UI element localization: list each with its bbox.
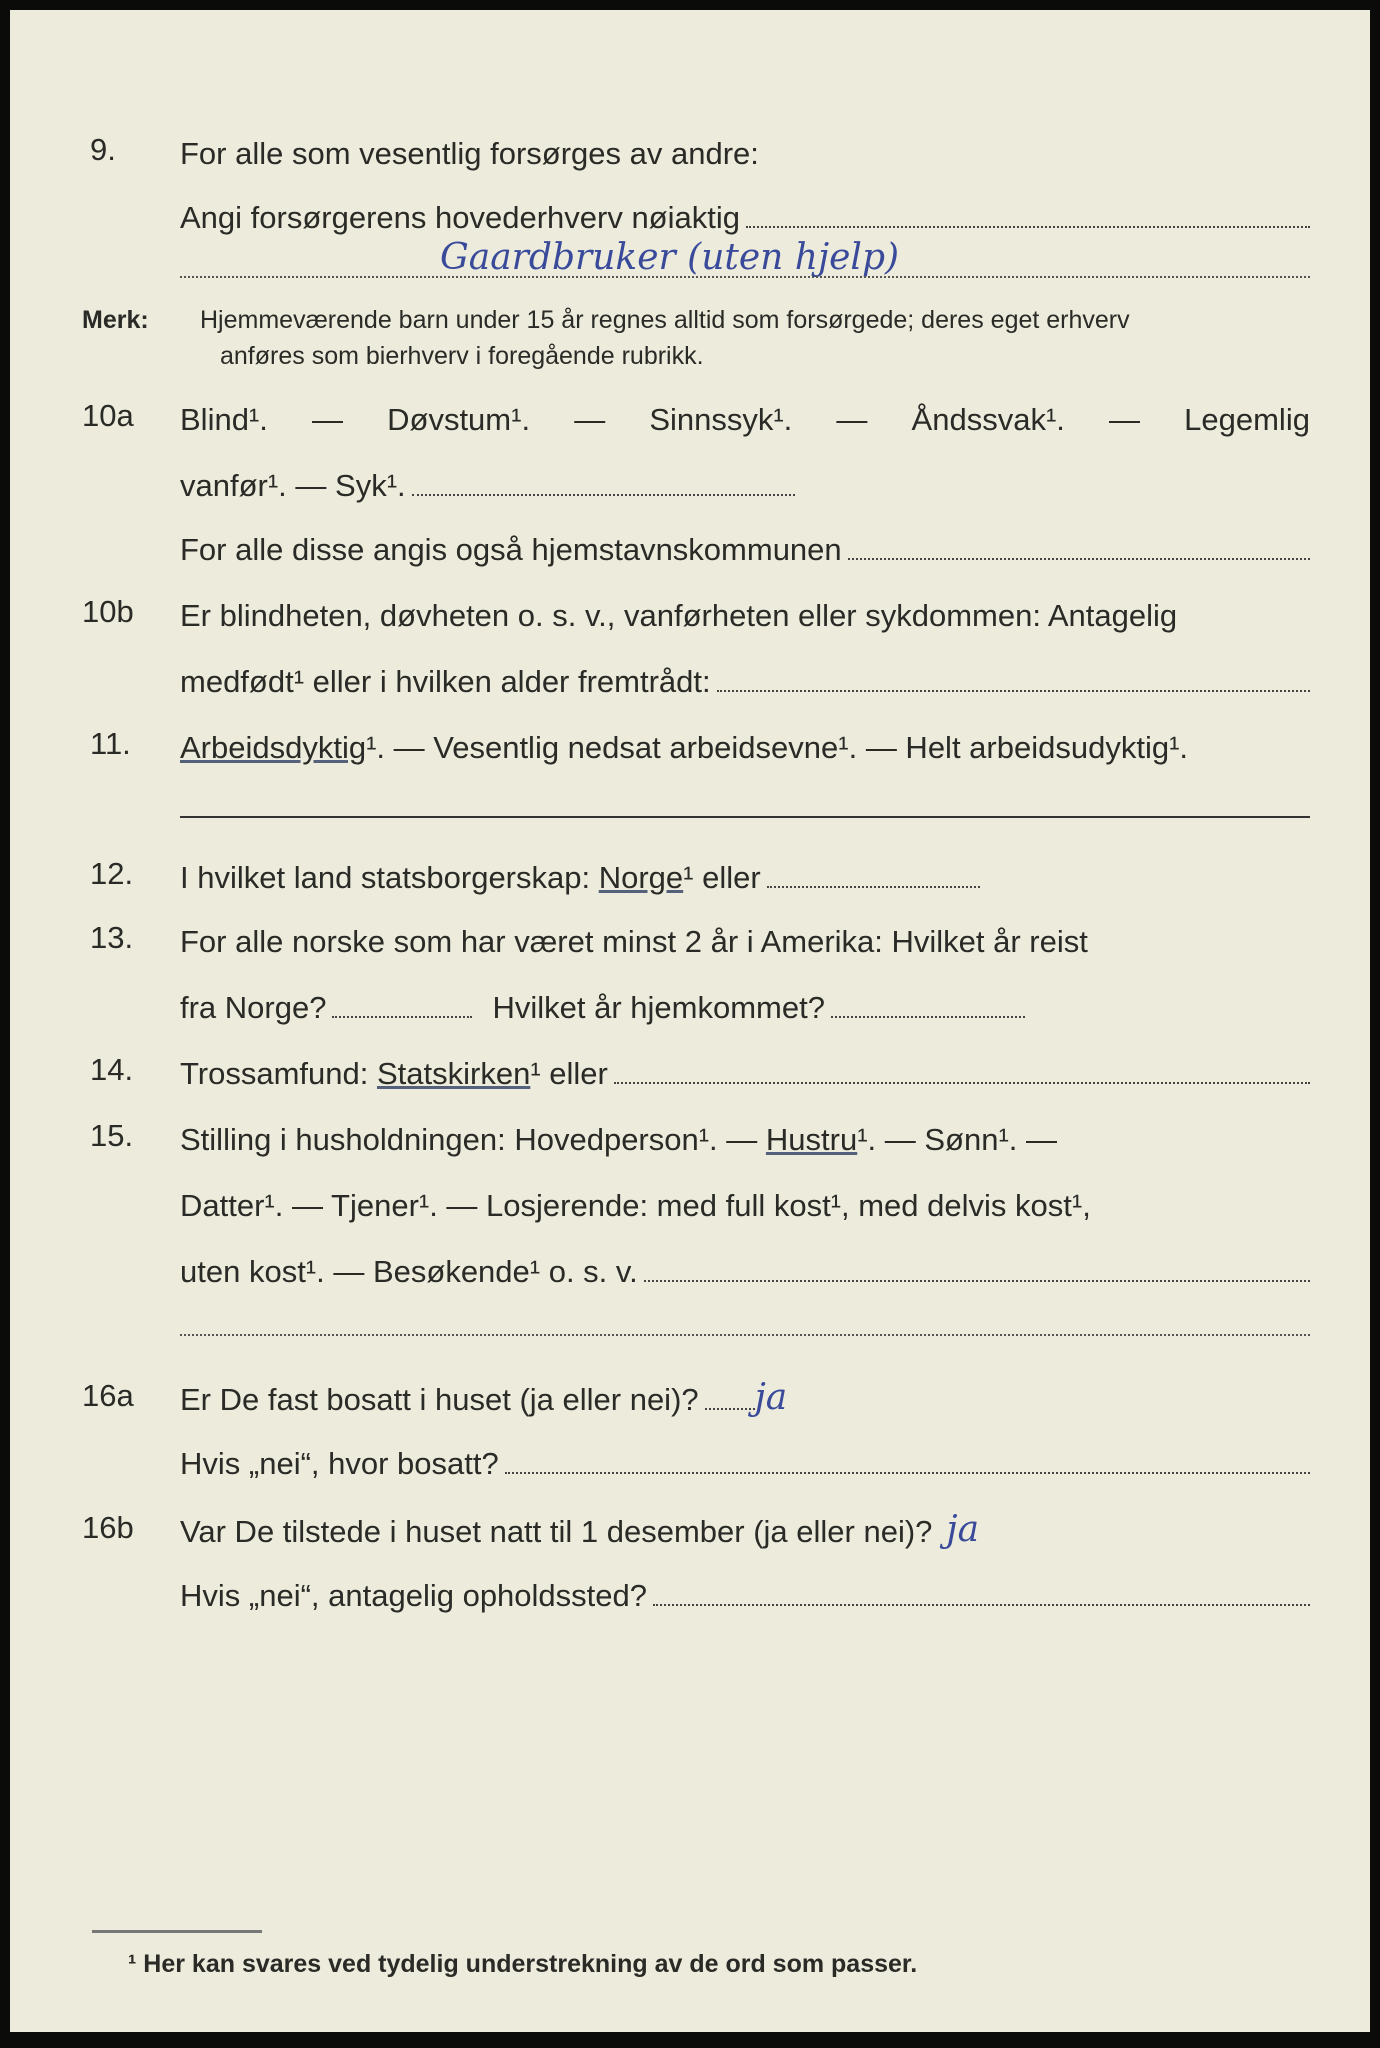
- q9-number: 9.: [90, 132, 116, 167]
- q16b-line1: [180, 1510, 1310, 1550]
- q10b-text: Er blindheten, døvheten o. s. v., vanførheten eller sykdommen: Antagelig: [180, 598, 1178, 633]
- q16a-handwritten-answer[interactable]: ja: [754, 1377, 788, 1418]
- q13-hjemkommet-prompt: Hvilket år hjemkommet?: [492, 990, 825, 1025]
- q16b-prompt: Hvis „nei“, antagelig opholdssted?: [180, 1578, 647, 1613]
- q16a-line2: [180, 1442, 1310, 1482]
- q14-number: 14.: [90, 1052, 134, 1087]
- q15-options: Datter¹. — Tjener¹. — Losjerende: med full kost¹, med delvis kost¹,: [180, 1188, 1091, 1223]
- q11-answer-line: [180, 816, 1310, 818]
- q16b-text: Var De tilstede i huset natt til 1 desember (ja eller nei)?: [180, 1514, 933, 1549]
- q9-prompt: Angi forsørgerens hovederhverv nøiaktig: [180, 200, 740, 235]
- q11-text: ¹. — Vesentlig nedsat arbeidsevne¹. — Helt arbeidsudyktig¹.: [366, 730, 1189, 765]
- footnote-rule: [92, 1930, 262, 1933]
- q13-number: 13.: [90, 920, 134, 955]
- q13-line2: [180, 986, 1025, 1026]
- footnote-mark: ¹: [128, 1950, 137, 1978]
- option-blind: Blind¹.: [180, 402, 268, 437]
- q16a-number: 16a: [82, 1378, 134, 1413]
- answer-leader: [848, 557, 1310, 560]
- q10a-line2: [180, 464, 795, 504]
- q15-text: Stilling i husholdningen: Hovedperson¹. —: [180, 1122, 766, 1157]
- q9-line2: [180, 196, 1310, 236]
- answer-leader: [767, 885, 980, 888]
- answer-leader: [717, 689, 1310, 692]
- merk-line1: Hjemmeværende barn under 15 år regnes alltid som forsørgede; deres eget erhverv: [200, 306, 1130, 334]
- dash: —: [1109, 402, 1141, 437]
- q10a-number: 10a: [82, 398, 134, 433]
- q12-line: [180, 856, 980, 896]
- q15-line3: [180, 1250, 1310, 1290]
- answer-leader: [644, 1279, 1310, 1282]
- q16b-line2: [180, 1574, 1310, 1614]
- q14-text: Trossamfund:: [180, 1056, 377, 1091]
- option-legemlig: Legemlig: [1184, 402, 1310, 437]
- q14-line: [180, 1052, 1310, 1092]
- q11-underlined-answer[interactable]: Arbeidsdyktig: [180, 730, 367, 765]
- q9-text: For alle som vesentlig forsørges av andre:: [180, 136, 759, 171]
- q15-answer-line: [180, 1334, 1310, 1336]
- q15-underlined-answer[interactable]: Hustru: [765, 1122, 858, 1157]
- answer-leader: [746, 225, 1310, 228]
- q15-line2: [180, 1184, 1310, 1224]
- answer-leader: [653, 1603, 1310, 1606]
- q10a-line1: [180, 398, 1310, 438]
- q10a-vanfor-syk: vanfør¹. — Syk¹.: [180, 468, 406, 503]
- dash: —: [574, 402, 606, 437]
- q13-line1: [180, 920, 1310, 960]
- q10a-line3: [180, 528, 1310, 568]
- q16b-number: 16b: [82, 1510, 134, 1545]
- q14-underlined-answer[interactable]: Statskirken: [376, 1056, 531, 1091]
- q15-line1: [180, 1118, 1310, 1158]
- dash: —: [312, 402, 343, 437]
- answer-leader: [412, 493, 795, 496]
- q11-number: 11.: [90, 726, 131, 761]
- answer-leader: [831, 1015, 1025, 1018]
- q15-text-end: ¹. — Sønn¹. —: [857, 1122, 1058, 1157]
- q9-line1: [180, 132, 1310, 172]
- merk-label: Merk:: [82, 306, 149, 334]
- q12-eller: ¹ eller: [683, 860, 761, 895]
- merk-line2: anføres som bierhverv i foregående rubrikk.: [220, 342, 704, 370]
- footnote: [128, 1950, 917, 1979]
- q16b-handwritten-answer[interactable]: ja: [946, 1509, 980, 1550]
- q13-reist-prompt: fra Norge?: [180, 990, 327, 1025]
- answer-leader: [505, 1471, 1310, 1474]
- q16a-text: Er De fast bosatt i huset (ja eller nei)?: [180, 1382, 699, 1417]
- q10b-line1: [180, 594, 1310, 634]
- q12-number: 12.: [90, 856, 134, 891]
- q13-text: For alle norske som har været minst 2 år i Amerika: Hvilket år reist: [180, 924, 1088, 959]
- q14-eller: ¹ eller: [530, 1056, 608, 1091]
- q9-handwritten-answer[interactable]: Gaardbruker (uten hjelp): [440, 237, 900, 278]
- q10b-prompt: medfødt¹ eller i hvilken alder fremtrådt:: [180, 664, 711, 699]
- option-dovstum: Døvstum¹.: [387, 402, 531, 437]
- q11-line: [180, 726, 1310, 766]
- dash: —: [836, 402, 868, 437]
- answer-leader: [705, 1407, 755, 1410]
- q9-answer-row: [440, 238, 1290, 278]
- q10b-number: 10b: [82, 594, 134, 629]
- answer-leader: [332, 1015, 472, 1018]
- option-andssvak: Åndssvak¹.: [911, 402, 1065, 437]
- q15-number: 15.: [90, 1118, 134, 1153]
- q15-options-end: uten kost¹. — Besøkende¹ o. s. v.: [180, 1254, 638, 1289]
- answer-leader: [614, 1081, 1310, 1084]
- q9-answer-line: [180, 276, 1310, 278]
- footnote-text: Her kan svares ved tydelig understrekning av de ord som passer.: [143, 1950, 918, 1978]
- q10b-line2: [180, 660, 1310, 700]
- census-form-page: [10, 10, 1370, 2032]
- q16a-line1: [180, 1378, 970, 1418]
- option-sinnssyk: Sinnssyk¹.: [649, 402, 793, 437]
- q12-underlined-answer[interactable]: Norge: [598, 860, 684, 895]
- q16a-prompt: Hvis „nei“, hvor bosatt?: [180, 1446, 499, 1481]
- q12-text: I hvilket land statsborgerskap:: [180, 860, 599, 895]
- q10a-hjemstavn: For alle disse angis også hjemstavnskommunen: [180, 532, 842, 567]
